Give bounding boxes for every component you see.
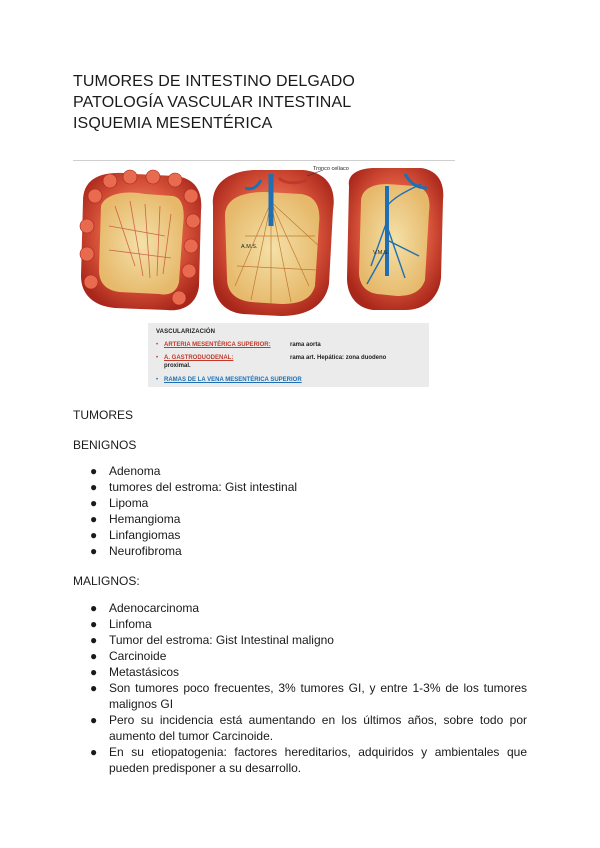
vasc-row-desc-continuation: proximal. [164, 363, 191, 369]
vasc-row-label: A. GASTRODUODENAL: [164, 355, 234, 361]
list-item: ● Son tumores poco frecuentes, 3% tumores GI, y entre 1-3% de los tumores malignos GI [90, 681, 527, 711]
bullet-icon: ● [90, 681, 98, 695]
list-item: ● tumores del estroma: Gist intestinal [90, 480, 298, 494]
section-heading-malignos: MALIGNOS: [73, 574, 140, 588]
bullet-icon: ● [90, 665, 98, 679]
title-line-2: PATOLOGÍA VASCULAR INTESTINAL [73, 94, 352, 111]
list-item: ● En su etiopatogenia: factores hereditarios, adquiridos y ambientales que pueden predisponer a su desarrollo. [90, 745, 527, 775]
list-item: ● Linfangiomas [90, 528, 181, 542]
tronco-celiaco-callout: Tronco celíaco [313, 166, 349, 172]
list-item: ● Adenoma [90, 464, 161, 478]
title-line-3: ISQUEMIA MESENTÉRICA [73, 115, 273, 132]
vms-label: V.M.S. [373, 250, 389, 256]
vasc-row-arteria [156, 341, 271, 349]
vascularizacion-heading: VASCULARIZACIÓN [156, 329, 216, 335]
figure-panel-ams [213, 166, 349, 316]
vasc-row-label: ARTERIA MESENTÉRICA SUPERIOR: [164, 342, 271, 348]
vascularizacion-box [148, 323, 429, 387]
list-item: ● Pero su incidencia está aumentando en los últimos años, sobre todo por aumento del tumor Carcinoide. [90, 713, 527, 743]
bullet-icon: ● [90, 496, 98, 510]
intestinal-vasculature-illustration [75, 166, 445, 316]
list-item: ● Adenocarcinoma [90, 601, 200, 615]
benignos-list [90, 463, 527, 559]
vasc-row-desc: rama art. Hepática: zona duodeno [290, 355, 387, 361]
section-heading-benignos: BENIGNOS [73, 438, 137, 452]
bullet-icon: ● [90, 745, 98, 759]
list-item: ● Carcinoide [90, 649, 167, 663]
vasc-row-desc: rama aorta [290, 342, 321, 348]
vasc-row-gastroduodenal [156, 354, 233, 362]
list-item: ● Tumor del estroma: Gist Intestinal maligno [90, 633, 334, 647]
section-heading-tumores: TUMORES [73, 408, 133, 422]
bullet-icon: ● [90, 713, 98, 727]
list-item: ● Neurofibroma [90, 544, 182, 558]
bullet-icon: ● [90, 464, 98, 478]
ams-label: A.M.S. [241, 244, 258, 250]
bullet-icon: ● [90, 617, 98, 631]
bullet-icon: ● [90, 480, 98, 494]
document-title [73, 71, 355, 134]
bullet-icon: ● [90, 544, 98, 558]
list-item: ● Linfoma [90, 617, 152, 631]
red-bullet-icon: • [156, 342, 159, 348]
bullet-icon: ● [90, 601, 98, 615]
figure-panel-vms [347, 168, 443, 310]
vasc-row-vena [156, 376, 302, 384]
title-line-1: TUMORES DE INTESTINO DELGADO [73, 73, 355, 90]
bullet-icon: ● [90, 633, 98, 647]
list-item: ● Lipoma [90, 496, 149, 510]
list-item: ● Metastásicos [90, 665, 180, 679]
bullet-icon: ● [90, 512, 98, 526]
blue-bullet-icon: • [156, 377, 159, 383]
bullet-icon: ● [90, 528, 98, 542]
list-item: ● Hemangioma [90, 512, 181, 526]
figure-panel-colon [80, 170, 201, 310]
horizontal-rule [73, 160, 455, 161]
bullet-icon: ● [90, 649, 98, 663]
red-bullet-icon: • [156, 355, 159, 361]
malignos-list [90, 600, 527, 776]
vasc-row-label: RAMAS DE LA VENA MESENTÉRICA SUPERIOR [164, 377, 302, 383]
